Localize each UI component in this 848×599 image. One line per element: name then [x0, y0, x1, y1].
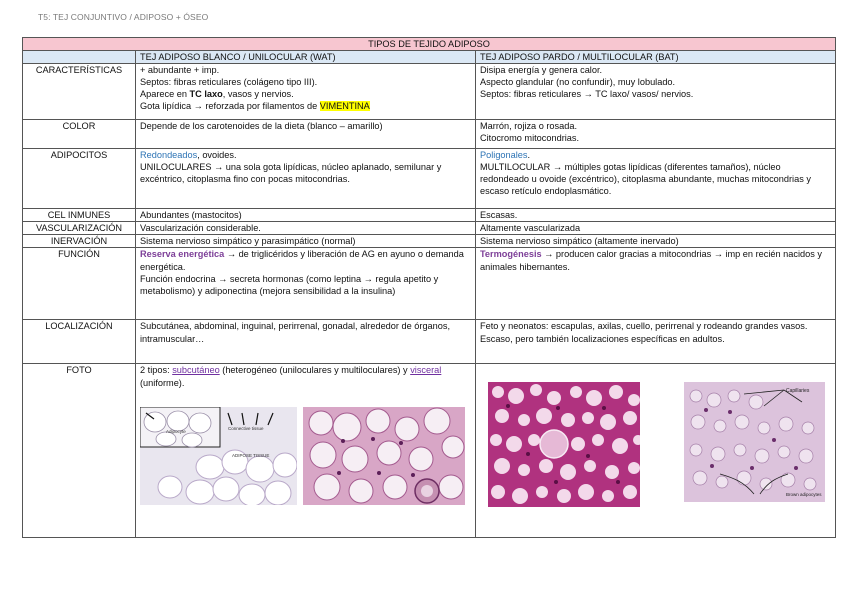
text-run: Gota lipídica → reforzada por filamentos de — [140, 101, 320, 112]
wat-color-cell — [136, 120, 476, 149]
bat-color-line: Citocromo mitocondrias. — [480, 133, 580, 144]
blue-term: Poligonales — [480, 150, 528, 161]
wat-histology-image-1 — [140, 407, 297, 505]
bat-localizacion-cell — [476, 320, 836, 364]
bold-term: TC laxo — [189, 89, 223, 100]
wat-localizacion-cell — [136, 320, 476, 364]
text-run: , ovoides. — [197, 150, 237, 161]
bat-adipocitos-line: MULTILOCULAR → múltiples gotas lipídicas (diferentes tamaños), núcleo redondeado u ovoide (excéntrico), citoplasma abundante, muchas mitocondrias y escaso retículo endoplasmático. — [480, 162, 811, 197]
purple-term: Termogénesis — [480, 249, 542, 260]
img4-label-brown-adipocytes: Brown adipocytes — [786, 492, 822, 498]
text-run: → producen calor gracias a mitocondrias → imp en recién nacidos y animales hibernantes. — [480, 249, 822, 272]
text-run: → de triglicéridos y liberación de AG en ayuno o demanda energética. — [140, 249, 464, 272]
text-run: (heterogéneo (uniloculares y multiloculares) y — [219, 365, 411, 376]
img1-label-adipocyte: Adipocyte — [166, 428, 186, 434]
text-run: . — [527, 150, 531, 161]
row-label-inervacion: INERVACIÓN — [23, 235, 136, 248]
row-label-funcion: FUNCIÓN — [23, 248, 136, 320]
bat-caracteristicas-line: Septos: fibras reticulares → TC laxo/ vasos/ nervios. — [480, 89, 694, 100]
wat-vascularizacion-cell: Vascularización considerable. — [136, 222, 476, 235]
table-row — [23, 120, 836, 149]
table-row — [23, 248, 836, 320]
bat-foto-cell — [476, 364, 836, 538]
bat-localizacion-line: Feto y neonatos: escapulas, axilas, cuello, perirrenal y rodeando grandes vasos. — [480, 321, 808, 332]
bat-color-cell — [476, 120, 836, 149]
wat-caracteristicas-line — [140, 88, 471, 100]
bat-adipocitos-cell — [476, 149, 836, 209]
wat-caracteristicas-cell — [136, 64, 476, 120]
bat-inervacion-cell: Sistema nervioso simpático (altamente inervado) — [476, 235, 836, 248]
text-run: (uniforme). — [140, 377, 185, 388]
document-header: T5: TEJ CONJUNTIVO / ADIPOSO + ÓSEO — [38, 12, 209, 22]
table-row — [23, 320, 836, 364]
subcutaneo-link[interactable]: subcutáneo — [172, 365, 220, 376]
text-run: Aparece en — [140, 89, 190, 100]
text-run: , vasos y nervios. — [222, 89, 294, 100]
bat-histology-image-1 — [488, 382, 640, 507]
header-wat: TEJ ADIPOSO BLANCO / UNILOCULAR (WAT) — [136, 51, 476, 64]
wat-funcion-line — [140, 248, 471, 272]
row-label-adipocitos: ADIPOCITOS — [23, 149, 136, 209]
table-row — [23, 64, 836, 120]
row-label-caracteristicas: CARACTERÍSTICAS — [23, 64, 136, 120]
visceral-link[interactable]: visceral — [410, 365, 442, 376]
purple-term: Reserva energética — [140, 249, 225, 260]
wat-color-line: Depende de los carotenoides de la dieta (blanco – amarillo) — [140, 121, 383, 132]
bat-cel-inmunes-cell: Escasas. — [476, 209, 836, 222]
header-bat: TEJ ADIPOSO PARDO / MULTILOCULAR (BAT) — [476, 51, 836, 64]
wat-inervacion-cell: Sistema nervioso simpático y parasimpático (normal) — [136, 235, 476, 248]
row-label-cel-inmunes: CEL INMUNES — [23, 209, 136, 222]
table-header-row — [23, 51, 836, 64]
row-label-foto: FOTO — [23, 364, 136, 538]
adipose-tissue-table — [22, 37, 836, 538]
table-row — [23, 222, 836, 235]
bat-funcion-cell — [476, 248, 836, 320]
row-label-vascularizacion: VASCULARIZACIÓN — [23, 222, 136, 235]
row-label-localizacion: LOCALIZACIÓN — [23, 320, 136, 364]
img4-label-capillaries: Capillaries — [786, 388, 810, 395]
table-row — [23, 364, 836, 538]
wat-adipocitos-cell — [136, 149, 476, 209]
bat-adipocitos-line — [480, 149, 831, 161]
bat-localizacion-line: Escaso, pero también localizaciones específicas en adultos. — [480, 333, 725, 344]
wat-foto-line — [140, 364, 471, 388]
blue-term: Redondeados — [140, 150, 198, 161]
header-empty-cell — [23, 51, 136, 64]
img1-label-adipose: ADIPOSE TISSUE — [232, 452, 270, 458]
wat-adipocitos-line: UNILOCULARES → una sola gota lipídicas, núcleo aplanado, semilunar y excéntrico, citoplasma fino con pocas mitocondrias. — [140, 162, 442, 185]
wat-foto-cell — [136, 364, 476, 538]
wat-adipocitos-line — [140, 149, 471, 161]
highlighted-term: VIMENTINA — [319, 101, 370, 112]
table-title-row — [23, 38, 836, 51]
wat-funcion-line: Función endocrina → secreta hormonas (como leptina → regula apetito y metabolismo) y adiponectina (mejora sensibilidad a la insulina) — [140, 273, 439, 296]
wat-caracteristicas-line: Septos: fibras reticulares (colágeno tipo III). — [140, 77, 318, 88]
bat-caracteristicas-line: Disipa energía y genera calor. — [480, 65, 603, 76]
table-row — [23, 235, 836, 248]
bat-caracteristicas-line: Aspecto glandular (no confundir), muy lobulado. — [480, 77, 676, 88]
wat-histology-image-2 — [303, 407, 465, 505]
wat-caracteristicas-line: + abundante + imp. — [140, 65, 220, 76]
bat-funcion-line — [480, 248, 831, 272]
wat-cel-inmunes-cell: Abundantes (mastocitos) — [136, 209, 476, 222]
bat-color-line: Marrón, rojiza o rosada. — [480, 121, 578, 132]
table-row — [23, 209, 836, 222]
wat-localizacion-line: Subcutánea, abdominal, inguinal, perirrenal, gonadal, alrededor de órganos, intramuscular… — [140, 321, 451, 344]
table-title: TIPOS DE TEJIDO ADIPOSO — [23, 38, 836, 51]
bat-caracteristicas-cell — [476, 64, 836, 120]
bat-vascularizacion-cell: Altamente vascularizada — [476, 222, 836, 235]
wat-caracteristicas-line — [140, 100, 471, 112]
img1-label-connective: Connective tissue — [228, 425, 264, 431]
row-label-color: COLOR — [23, 120, 136, 149]
wat-funcion-cell — [136, 248, 476, 320]
table-row — [23, 149, 836, 209]
text-run: 2 tipos: — [140, 365, 173, 376]
bat-histology-image-2 — [684, 382, 825, 502]
